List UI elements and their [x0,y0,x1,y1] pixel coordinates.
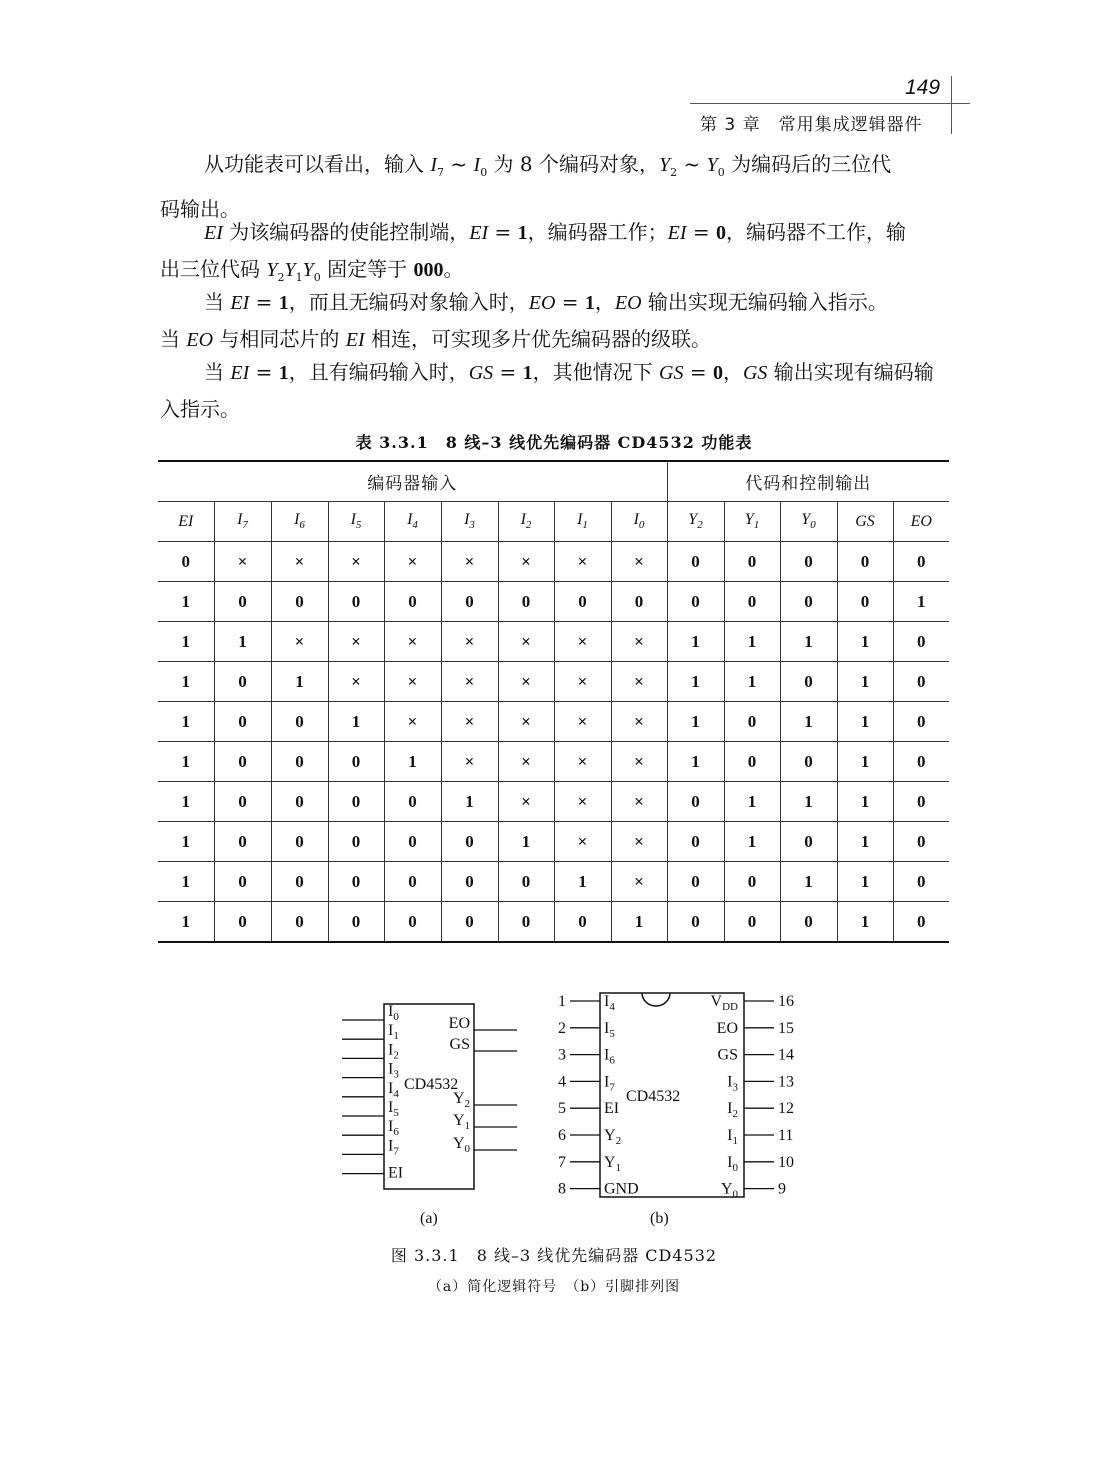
pin1-notch [642,993,670,1006]
pin-number: 16 [778,993,794,1010]
table-cell: 0 [441,862,498,902]
column-header-text: Y [744,511,754,529]
pin-label: $I_6$ [604,1046,615,1067]
table-cell: 0 [780,542,837,582]
table-cell: 0 [554,902,611,943]
table-row [158,782,949,822]
table-cell: 0 [328,822,384,862]
pin-label: EI [388,1164,404,1182]
table-cell: 0 [498,902,554,943]
table-cell: 0 [271,862,328,902]
table-cell: × [611,862,667,902]
column-header-text: Y [688,511,698,529]
column-header [554,502,611,542]
table-cell: 0 [780,902,837,943]
table-cell: 0 [214,742,271,782]
group-header-input: 编码器输入 [367,474,458,494]
table-cell: 1 [554,862,611,902]
pin-number: 12 [778,1100,794,1118]
table-cell: × [554,542,611,582]
pin-label: $I_6$ [388,1118,399,1139]
table-cell: 0 [893,622,949,662]
table-cell: 1 [893,582,949,622]
pin-number: 7 [558,1153,566,1171]
table-cell: × [328,662,384,702]
table-cell: 1 [181,711,190,731]
table-cell: 0 [724,902,780,943]
table-cell: 0 [498,582,554,622]
pin-label: $Y_0$ [452,1135,470,1155]
pin-label: GND [604,1180,639,1198]
table-caption: 表 3.3.1 8 线–3 线优先编码器 CD4532 功能表 [355,433,753,452]
running-head: 第 3 章 常用集成逻辑器件 [700,115,923,135]
pin-label: $I_1$ [727,1127,738,1147]
table-cell: 0 [893,822,949,862]
table-row [158,702,949,742]
table-cell: 0 [667,542,724,582]
table-cell: 0 [214,782,271,822]
column-header-subscript: 0 [810,519,816,532]
table-row [158,742,949,782]
column-header-subscript: 1 [582,519,588,532]
table-cell: × [611,822,667,862]
table-body [158,542,949,943]
column-header-text: GS [855,512,875,530]
pin-number: 3 [558,1046,566,1064]
page-number: 149 [905,76,941,99]
table-cell: 0 [271,782,328,822]
pin-label: EI [604,1100,620,1118]
column-header [893,502,949,542]
table-cell: 0 [724,582,780,622]
pin-number: 1 [558,993,566,1010]
table-cell: 1 [181,671,190,691]
table-cell: × [554,782,611,822]
table-cell: 1 [724,622,780,662]
pin-label: $V_{DD}$ [710,993,738,1013]
column-header-subscript: 1 [753,519,760,532]
table-cell: 1 [837,742,893,782]
table-cell: 1 [837,782,893,822]
column-header-subscript: 2 [697,519,703,532]
table-cell: 0 [328,582,384,622]
table-cell: 1 [780,622,837,662]
table-cell: 0 [271,702,328,742]
table-cell: 0 [271,902,328,943]
table-cell: 0 [893,902,949,943]
column-header-text: I [633,511,639,529]
pin-label: $I_3$ [388,1060,399,1081]
chip-a-name: CD4532 [404,1076,459,1093]
table-cell: × [441,542,498,582]
pin-label: $Y_2$ [452,1090,470,1110]
table-cell: × [611,662,667,702]
pin-number: 10 [778,1153,794,1171]
table-cell: × [554,622,611,662]
column-header-subscript: 5 [355,519,362,532]
pin-label: GS [717,1046,738,1064]
table-cell: 0 [214,582,271,622]
table-cell: 1 [181,751,190,771]
pin-label: $I_5$ [388,1099,399,1119]
table-cell: 0 [214,862,271,902]
table-cell: 1 [724,662,780,702]
table-group-header-row [158,461,949,502]
table-cell: 1 [667,662,724,702]
paragraph-4: 当 EI = 1，且有编码输入时，GS = 1，其他情况下 GS = 0，GS 输出实现有编码输 入指示。 [160,360,934,421]
table-cell: × [498,742,554,782]
function-table [158,460,949,943]
column-header [780,502,837,542]
table-cell: 1 [780,862,837,902]
table-cell: × [611,782,667,822]
table-cell: 0 [893,662,949,702]
group-header-output: 代码和控制输出 [667,461,949,502]
pin-label: $I_5$ [604,1019,615,1040]
pin-label: $I_2$ [388,1041,399,1062]
pin-label: $I_2$ [727,1100,738,1121]
table-cell: 0 [214,702,271,742]
table-cell: 0 [384,902,441,943]
table-cell: 1 [667,742,724,782]
table-cell: 0 [611,582,667,622]
table-cell: 0 [554,582,611,622]
table-cell: × [441,622,498,662]
pin-label: $Y_1$ [452,1112,470,1132]
table-cell: 0 [893,862,949,902]
table-cell: × [498,542,554,582]
column-header-subscript: 7 [242,519,248,532]
table-cell: 1 [181,631,190,651]
table-cell: 0 [384,582,441,622]
column-header-subscript: 4 [412,519,418,532]
pin-label: $I_7$ [388,1137,399,1158]
circuit-diagram [330,985,794,1230]
column-header-subscript: 3 [469,519,475,532]
header-horizontal-rule [690,103,970,104]
pin-number: 13 [778,1073,794,1091]
paragraph-2: EI 为该编码器的使能控制端，EI = 1，编码器工作；EI = 0，编码器不工作，输 出三位代码 $Y_2Y_1Y_0$ 固定等于 000。 [160,220,906,284]
table-cell: 0 [271,582,328,622]
table-cell: 1 [780,702,837,742]
pin-label: $I_0$ [388,1003,399,1023]
table-cell: 0 [271,742,328,782]
table-cell: 1 [837,902,893,943]
table-cell: 0 [893,782,949,822]
table-cell: 0 [724,702,780,742]
table-cell: × [384,542,441,582]
table-cell: 0 [441,822,498,862]
table-cell: 1 [181,911,190,931]
figure-label-b: (b) [650,1210,669,1227]
column-header-subscript: 6 [299,519,305,532]
table-cell: 0 [780,822,837,862]
column-header-text: EI [178,512,194,530]
pin-label: $Y_0$ [720,1180,738,1201]
column-header [837,502,893,542]
pin-number: 9 [778,1180,786,1198]
table-cell: 0 [780,582,837,622]
table-cell: 0 [384,782,441,822]
column-header [498,502,554,542]
table-cell: × [498,782,554,822]
pin-label: $I_7$ [604,1073,615,1094]
table-cell: 1 [837,862,893,902]
table-row [158,542,949,582]
table-cell: × [498,662,554,702]
table-cell: × [611,542,667,582]
table-cell: 0 [328,862,384,902]
table-cell: 0 [780,662,837,702]
table-cell: 0 [724,542,780,582]
column-header-text: I [464,511,470,529]
table-cell: 1 [181,591,190,611]
table-column-header-row [158,502,949,542]
pin-label: $Y_2$ [604,1127,622,1147]
table-row [158,582,949,622]
table-cell: 1 [214,622,271,662]
table-cell: 1 [441,782,498,822]
table-row [158,902,949,943]
table-cell: 0 [667,582,724,622]
table-cell: 1 [328,702,384,742]
pin-label: $I_0$ [727,1153,738,1174]
table-row [158,662,949,702]
table-cell: 1 [611,902,667,943]
column-header-subscript: 0 [638,519,645,532]
pin-number: 4 [558,1073,566,1091]
column-header-text: Y [801,511,811,529]
table-cell: 0 [893,742,949,782]
table-cell: × [498,702,554,742]
table-cell: 1 [724,782,780,822]
pin-label: $I_1$ [388,1022,399,1043]
table-cell: 0 [328,782,384,822]
table-row [158,822,949,862]
table-cell: × [384,622,441,662]
column-header-text: I [350,511,356,529]
paragraph-1: 从功能表可以看出，输入 $I_7$ ~ $I_0$ 为 8 个编码对象，$Y_2$ ~ $Y_0$ 为编码后的三位代 码输出。 [160,152,892,221]
pin-label: EO [448,1015,470,1032]
pin-number: 15 [778,1019,794,1037]
table-cell: 1 [837,662,893,702]
column-header [667,502,724,542]
table-cell: 0 [181,551,190,571]
pin-number: 11 [778,1127,794,1144]
table-cell: × [328,622,384,662]
table-cell: 1 [181,831,190,851]
table-cell: 0 [498,862,554,902]
column-header-subscript: 2 [525,519,532,532]
table-cell: 1 [498,822,554,862]
table-cell: 1 [181,871,190,891]
table-cell: 0 [724,742,780,782]
pin-label: GS [449,1036,470,1053]
pin-label: $I_4$ [388,1079,399,1100]
table-cell: 0 [837,582,893,622]
figure-subcaption: （a）简化逻辑符号 （b）引脚排列图 [427,1279,681,1295]
table-cell: × [384,702,441,742]
table-cell: 1 [780,782,837,822]
table-cell: 0 [780,742,837,782]
table-cell: × [554,662,611,702]
column-header [384,502,441,542]
pin-number: 6 [558,1127,566,1144]
table-cell: 0 [724,862,780,902]
table-cell: 1 [724,822,780,862]
column-header [441,502,498,542]
column-header [158,502,214,542]
table-cell: 0 [667,902,724,943]
table-cell: 0 [667,862,724,902]
table-cell: 0 [837,542,893,582]
table-cell: 1 [181,791,190,811]
table-cell: × [328,542,384,582]
table-cell: × [554,702,611,742]
table-cell: × [554,822,611,862]
paragraph-3: 当 EI = 1，而且无编码对象输入时，EO = 1，EO 输出实现无编码输入指示。 当 EO 与相同芯片的 EI 相连，可实现多片优先编码器的级联。 [160,290,888,351]
table-cell: 1 [837,702,893,742]
table-cell: × [441,742,498,782]
table-cell: 0 [214,902,271,943]
table-cell: 0 [214,822,271,862]
table-cell: 1 [837,622,893,662]
column-header [214,502,271,542]
table-cell: × [214,542,271,582]
column-header-text: I [407,511,413,529]
table-cell: × [384,662,441,702]
chip-b-name: CD4532 [626,1088,681,1105]
pin-label: EO [716,1019,738,1037]
table-cell: × [441,662,498,702]
table-cell: 1 [667,702,724,742]
pin-number: 5 [558,1100,566,1118]
table-row [158,622,949,662]
table-cell: × [611,742,667,782]
table-cell: 1 [837,822,893,862]
column-header [271,502,328,542]
pin-number: 14 [778,1046,794,1064]
table-cell: 0 [667,822,724,862]
table-cell: × [554,742,611,782]
table-cell: 0 [271,822,328,862]
table-cell: 0 [214,662,271,702]
table-cell: 0 [384,822,441,862]
column-header-text: EO [910,512,932,530]
table-cell: 0 [667,782,724,822]
figure-caption: 图 3.3.1 8 线–3 线优先编码器 CD4532 [390,1246,718,1265]
table-cell: 0 [893,542,949,582]
pin-number: 8 [558,1180,566,1198]
column-header-text: I [237,511,243,529]
column-header-text: I [294,511,300,529]
pin-number: 2 [558,1019,566,1037]
table-cell: × [611,622,667,662]
table-cell: × [611,702,667,742]
table-cell: × [271,622,328,662]
table-cell: × [271,542,328,582]
table-row [158,862,949,902]
table-cell: 0 [893,702,949,742]
table-cell: 0 [441,902,498,943]
column-header-text: I [577,511,583,529]
header-vertical-rule [951,76,952,134]
table-cell: 0 [384,862,441,902]
table-cell: × [441,702,498,742]
table-cell: 1 [667,622,724,662]
table-cell: 0 [328,902,384,943]
column-header-text: I [520,511,526,529]
table-cell: 0 [328,742,384,782]
table-cell: 1 [271,662,328,702]
table-cell: × [498,622,554,662]
column-header [611,502,667,542]
table-cell: 1 [384,742,441,782]
column-header [328,502,384,542]
pin-label: $I_4$ [604,993,615,1013]
pin-label: $I_3$ [727,1073,738,1094]
table-cell: 0 [441,582,498,622]
figure-label-a: (a) [420,1210,438,1227]
pin-label: $Y_1$ [604,1153,622,1174]
column-header [724,502,780,542]
